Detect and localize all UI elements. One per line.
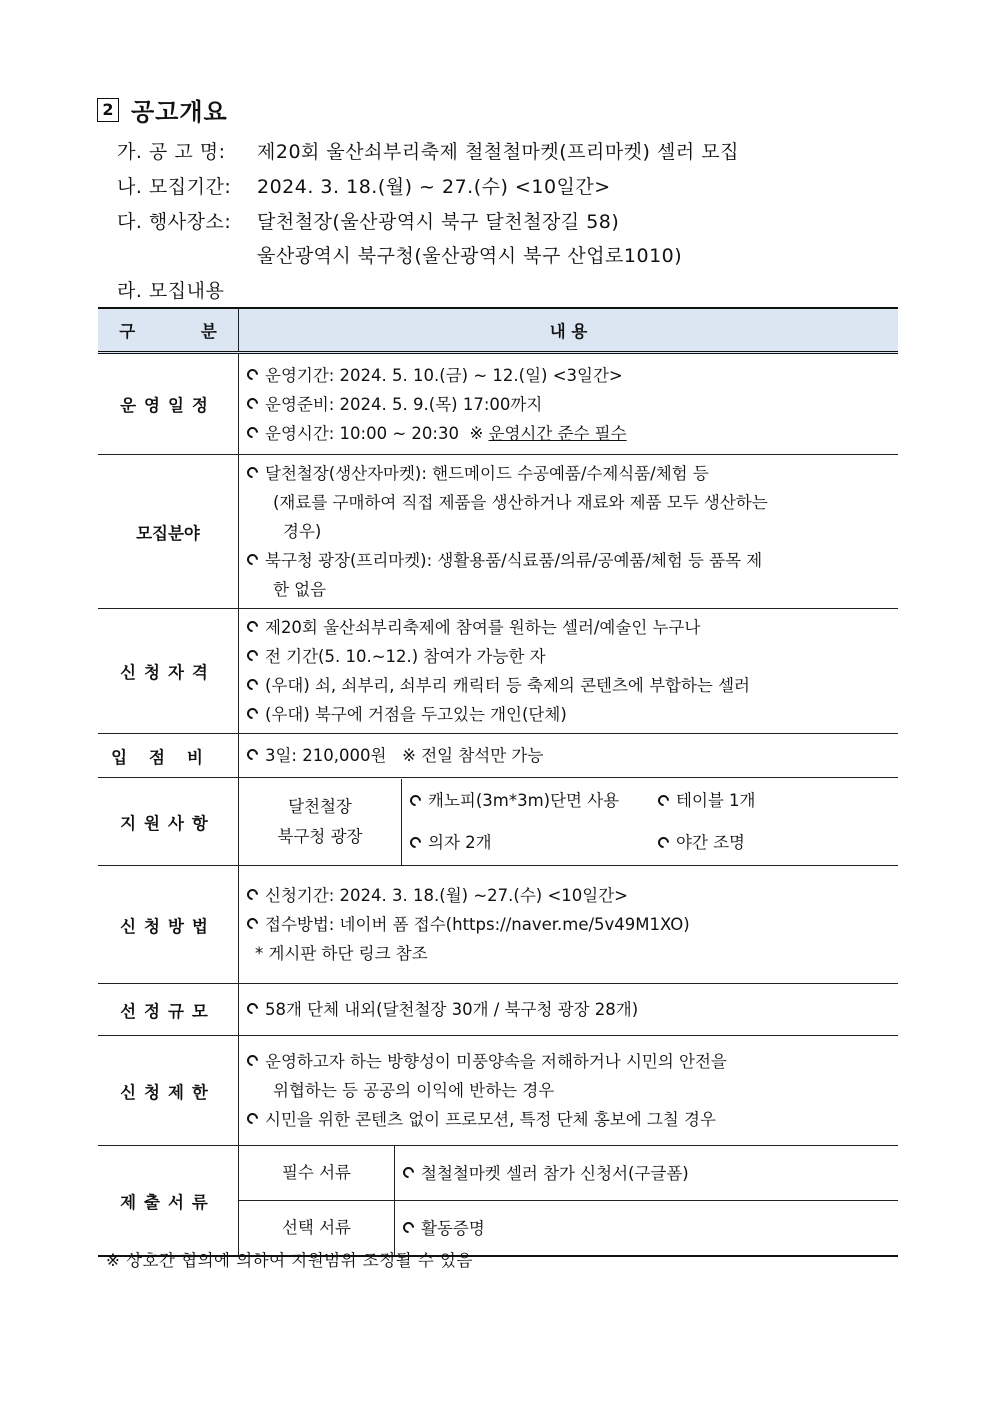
required-docs: [395, 1146, 899, 1201]
section-title: 공고개요: [131, 98, 228, 126]
row-label: 모집분야: [98, 455, 239, 609]
overview-label: 라. 모집내용: [117, 280, 225, 302]
list-item: 철철철마켓 셀러 참가 신청서(구글폼): [403, 1159, 898, 1188]
overview-item-period: [117, 172, 611, 199]
circle-bullet-icon: [245, 648, 261, 664]
row-fields: [98, 455, 898, 609]
circle-bullet-icon: [245, 747, 261, 763]
list-item: 활동증명: [403, 1214, 898, 1243]
row-content: [239, 353, 899, 455]
circle-bullet-icon: [245, 1111, 261, 1127]
overview-label: 나. 모집기간:: [117, 176, 232, 198]
overview-value: 제20회 울산쇠부리축제 철철철마켓(프리마켓) 셀러 모집: [257, 141, 739, 163]
row-content: [239, 778, 899, 866]
list-item: 운영기간: 2024. 5. 10.(금) ~ 12.(일) <3일간>: [247, 361, 898, 390]
overview-label: 다. 행사장소:: [117, 211, 232, 233]
list-item: 야간 조명: [658, 822, 745, 864]
circle-bullet-icon: [245, 465, 261, 481]
overview-label: 가. 공 고 명:: [117, 141, 226, 163]
row-content: [239, 1036, 899, 1146]
circle-bullet-icon: [245, 366, 261, 382]
row-label: 선정규모: [98, 984, 239, 1036]
footnote: ※ 상호간 협의에 의하여 지원범위 조정될 수 있음: [106, 1251, 473, 1270]
row-fee: [98, 734, 898, 778]
row-content: [239, 984, 899, 1036]
overview-item-title: [117, 137, 739, 164]
circle-bullet-icon: [245, 619, 261, 635]
circle-bullet-icon: [245, 677, 261, 693]
list-item: 제20회 울산쇠부리축제에 참여를 원하는 셀러/예술인 누구나: [247, 613, 898, 642]
section-heading: [97, 92, 228, 127]
list-item-continued: (재료를 구매하여 직접 제품을 생산하거나 재료와 제품 모두 생산하는: [273, 493, 768, 512]
documents-inner-table: [239, 1146, 898, 1255]
overview-value: 달천철장(울산광역시 북구 달천철장길 58): [257, 211, 620, 233]
row-documents: [98, 1146, 898, 1257]
list-item: 캐노피(3m*3m)단면 사용: [410, 780, 658, 822]
support-items: [402, 779, 899, 865]
row-label: 지원사항: [98, 778, 239, 866]
list-item: 3일: 210,000원 ※ 전일 참석만 가능: [247, 741, 898, 770]
header-content: 내 용: [239, 308, 899, 353]
list-item: 접수방법: 네이버 폼 접수(https://naver.me/5v49M1XO): [247, 910, 898, 939]
row-method: [98, 866, 898, 984]
row-label: 신청제한: [98, 1036, 239, 1146]
circle-bullet-icon: [656, 834, 672, 850]
section-number-box: 2: [97, 98, 119, 122]
required-docs-label: 필수 서류: [239, 1146, 395, 1201]
list-item-continued: 위협하는 등 공공의 이익에 반하는 경우: [273, 1081, 555, 1100]
row-content: [239, 1146, 899, 1257]
recruitment-table: [98, 307, 898, 1257]
circle-bullet-icon: [245, 916, 261, 932]
row-label: 신청방법: [98, 866, 239, 984]
list-item: (우대) 북구에 거점을 두고있는 개인(단체): [247, 700, 898, 729]
list-item-continued: 한 없음: [273, 580, 327, 599]
circle-bullet-icon: [408, 834, 424, 850]
circle-bullet-icon: [408, 792, 424, 808]
circle-bullet-icon: [401, 1219, 417, 1235]
circle-bullet-icon: [245, 1001, 261, 1017]
row-eligibility: [98, 609, 898, 734]
circle-bullet-icon: [656, 792, 672, 808]
row-content: [239, 734, 899, 778]
list-item: 테이블 1개: [658, 780, 756, 822]
row-label: 신청자격: [98, 609, 239, 734]
list-item: 전 기간(5. 10.~12.) 참여가 가능한 자: [247, 642, 898, 671]
support-place: 달천철장 북구청 광장: [239, 779, 402, 865]
circle-bullet-icon: [401, 1164, 417, 1180]
row-support: [98, 778, 898, 866]
list-item: 시민을 위한 콘텐츠 없이 프로모션, 특정 단체 홍보에 그칠 경우: [247, 1105, 898, 1134]
circle-bullet-icon: [245, 1053, 261, 1069]
list-item: 58개 단체 내외(달천철장 30개 / 북구청 광장 28개): [247, 995, 898, 1024]
table-header-row: [98, 308, 898, 353]
list-item: 북구청 광장(프리마켓): 생활용품/식료품/의류/공예품/체험 등 품목 제: [247, 546, 898, 575]
header-category: 구 분: [98, 308, 239, 353]
overview-item-venue-2: [257, 241, 682, 268]
overview-item-content: [117, 276, 224, 303]
circle-bullet-icon: [245, 395, 261, 411]
row-operation: [98, 353, 898, 455]
circle-bullet-icon: [245, 706, 261, 722]
overview-item-venue: [117, 207, 619, 234]
row-content: [239, 455, 899, 609]
overview-value: 울산광역시 북구청(울산광역시 북구 산업로1010): [257, 245, 683, 267]
circle-bullet-icon: [245, 552, 261, 568]
row-label: 운영일정: [98, 353, 239, 455]
row-content: [239, 866, 899, 984]
list-item-continued: 경우): [283, 522, 322, 541]
circle-bullet-icon: [245, 887, 261, 903]
underlined-note: 운영시간 준수 필수: [488, 423, 627, 443]
list-item: 신청기간: 2024. 3. 18.(월) ~27.(수) <10일간>: [247, 881, 898, 910]
list-item: 의자 2개: [410, 822, 658, 864]
overview-value: 2024. 3. 18.(월) ~ 27.(수) <10일간>: [257, 176, 611, 198]
list-item: 운영하고자 하는 방향성이 미풍양속을 저해하거나 시민의 안전을: [247, 1047, 898, 1076]
method-note: * 게시판 하단 링크 참조: [255, 944, 428, 963]
list-item: (우대) 쇠, 쇠부리, 쇠부리 캐릭터 등 축제의 콘텐츠에 부합하는 셀러: [247, 671, 898, 700]
row-scale: [98, 984, 898, 1036]
list-item: 운영시간: 10:00 ~ 20:30 ※ 운영시간 준수 필수: [247, 419, 898, 448]
row-restriction: [98, 1036, 898, 1146]
circle-bullet-icon: [245, 424, 261, 440]
support-inner-table: [239, 779, 898, 865]
list-item: 운영준비: 2024. 5. 9.(목) 17:00까지: [247, 390, 898, 419]
list-item: 달천철장(생산자마켓): 핸드메이드 수공예품/수제식품/체험 등: [247, 459, 898, 488]
row-content: [239, 609, 899, 734]
row-label: 입점비: [98, 734, 239, 778]
row-label: 제출서류: [98, 1146, 239, 1257]
optional-docs-label: 선택 서류: [239, 1201, 395, 1256]
